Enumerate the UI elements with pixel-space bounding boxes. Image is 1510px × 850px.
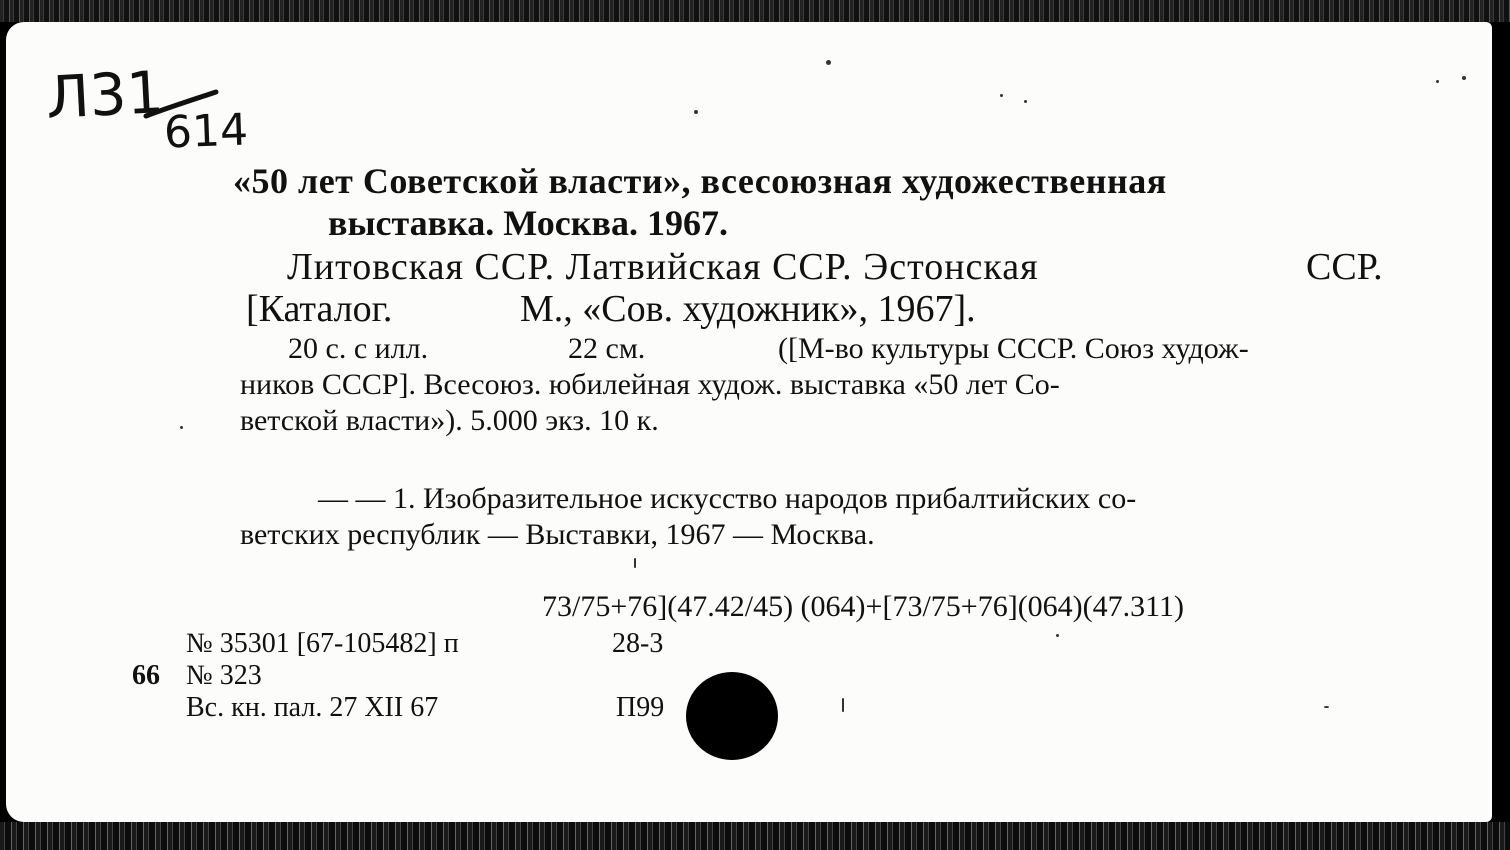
print-code: П99	[616, 692, 665, 723]
subtitle-line-2a: [Каталог.	[246, 288, 393, 330]
number-323: № 323	[186, 660, 262, 691]
page-number: 66	[132, 660, 160, 691]
subtitle-line-1b: ССР.	[1306, 246, 1383, 288]
catalog-card	[6, 22, 1492, 822]
classification-index: 73/75+76](47.42/45) (064)+[73/75+76](064)(47.311)	[542, 590, 1185, 623]
description-line-3: ветской власти»). 5.000 экз. 10 к.	[240, 404, 659, 437]
scan-speck	[1024, 100, 1027, 103]
description-line-1a: 20 с. с илл.	[288, 332, 429, 365]
film-strip-top	[0, 0, 1510, 22]
title-line-1: «50 лет Советской власти», всесоюзная художественная	[233, 161, 1167, 201]
scan-speck	[1056, 634, 1059, 637]
subtitle-line-2b: М., «Сов. художник», 1967].	[520, 288, 976, 330]
scan-speck	[1000, 94, 1003, 97]
scan-speck	[826, 60, 831, 65]
subtitle-line-1a: Литовская ССР. Латвийская ССР. Эстонская	[287, 246, 1039, 288]
book-chamber-line: Вс. кн. пал. 27 XII 67	[186, 692, 439, 723]
call-number-prefix: Л31	[44, 57, 166, 133]
description-line-1b: 22 см.	[568, 332, 646, 365]
description-line-1c: ([М-во культуры СССР. Союз худож-	[778, 332, 1249, 365]
subject-line-1: — — 1. Изобразительное искусство народов прибалтийских со-	[318, 482, 1137, 515]
scan-speck	[1462, 76, 1466, 80]
scan-speck	[180, 426, 183, 429]
record-number-extra: 28-3	[612, 628, 664, 659]
scan-speck	[1324, 706, 1329, 708]
title-line-2: выставка. Москва. 1967.	[328, 203, 728, 243]
film-strip-bottom	[0, 822, 1510, 850]
ink-blot	[686, 672, 778, 760]
scan-speck	[842, 698, 844, 712]
scan-speck	[1436, 80, 1439, 83]
call-number-number: 614	[163, 104, 249, 159]
scan-speck	[634, 558, 636, 568]
subject-line-2: ветских республик — Выставки, 1967 — Москва.	[240, 518, 875, 551]
record-number: № 35301 [67-105482] п	[186, 628, 459, 659]
description-line-2: ников СССР]. Всесоюз. юбилейная худож. выставка «50 лет Со-	[240, 368, 1060, 401]
scan-speck	[694, 110, 698, 114]
